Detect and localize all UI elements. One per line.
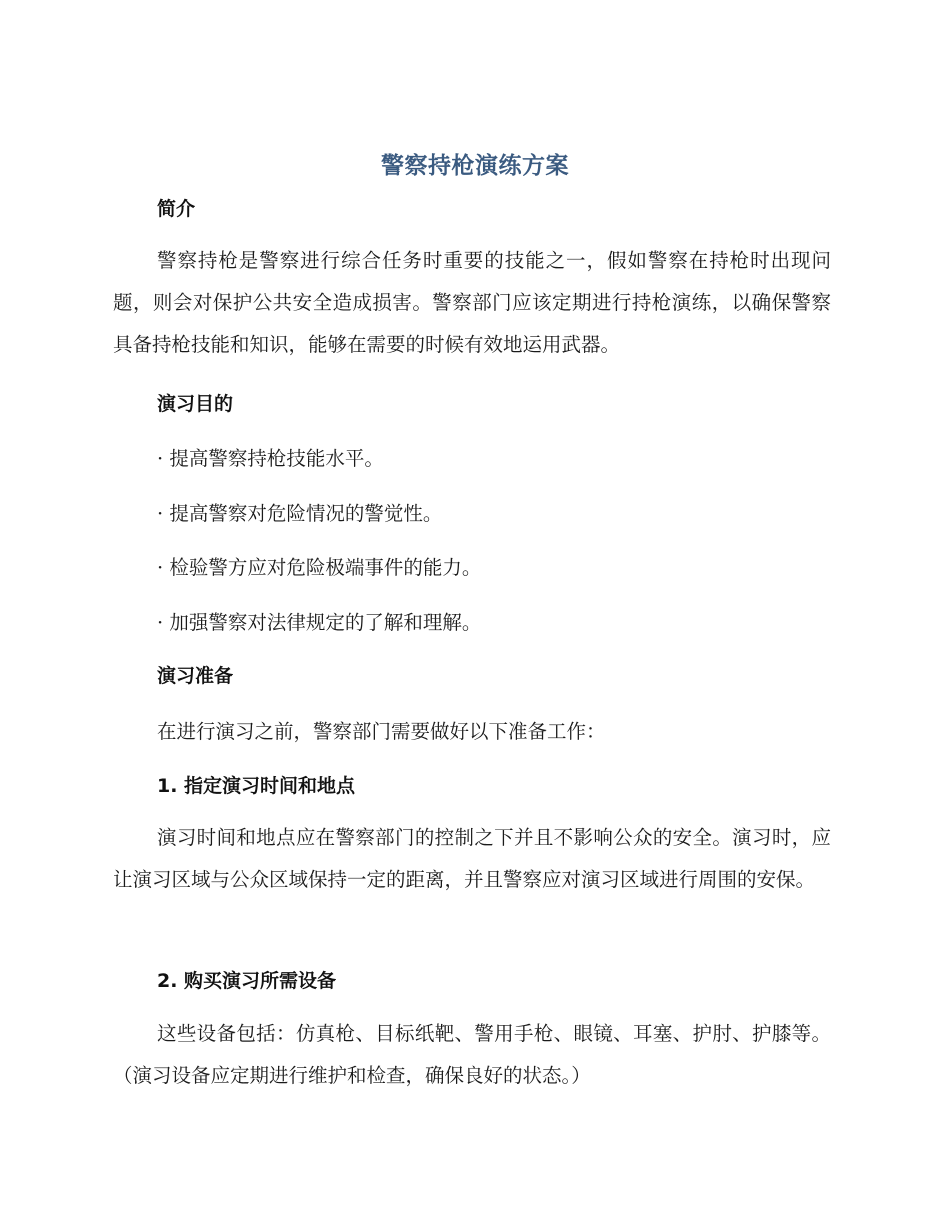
purpose-list-item: · 检验警方应对危险极端事件的能力。 (157, 556, 482, 579)
step2-paragraph: 这些设备包括：仿真枪、目标纸靶、警用手枪、眼镜、耳塞、护肘、护膝等。（演习设备应定期进行维护和检查，确保良好的状态。） (113, 1022, 831, 1087)
section-heading-preparation: 演习准备 (157, 665, 234, 687)
purpose-list-item: · 提高警察对危险情况的警觉性。 (157, 502, 443, 525)
step1-heading: 1. 指定演习时间和地点 (157, 775, 356, 797)
step2-heading: 2. 购买演习所需设备 (157, 970, 337, 992)
step1-paragraph: 演习时间和地点应在警察部门的控制之下并且不影响公众的安全。演习时，应让演习区域与公众区域保持一定的距离，并且警察应对演习区域进行周围的安保。 (113, 826, 831, 891)
section-heading-intro: 简介 (157, 198, 196, 220)
document-title: 警察持枪演练方案 (381, 153, 569, 179)
purpose-list-item: · 加强警察对法律规定的了解和理解。 (157, 611, 482, 634)
section-heading-purpose: 演习目的 (157, 393, 234, 415)
preparation-intro: 在进行演习之前，警察部门需要做好以下准备工作： (157, 720, 606, 743)
intro-paragraph: 警察持枪是警察进行综合任务时重要的技能之一，假如警察在持枪时出现问题，则会对保护公共安全造成损害。警察部门应该定期进行持枪演练，以确保警察具备持枪技能和知识，能够在需要的时候有效地运用武器。 (113, 249, 831, 356)
purpose-list-item: · 提高警察持枪技能水平。 (157, 447, 384, 470)
